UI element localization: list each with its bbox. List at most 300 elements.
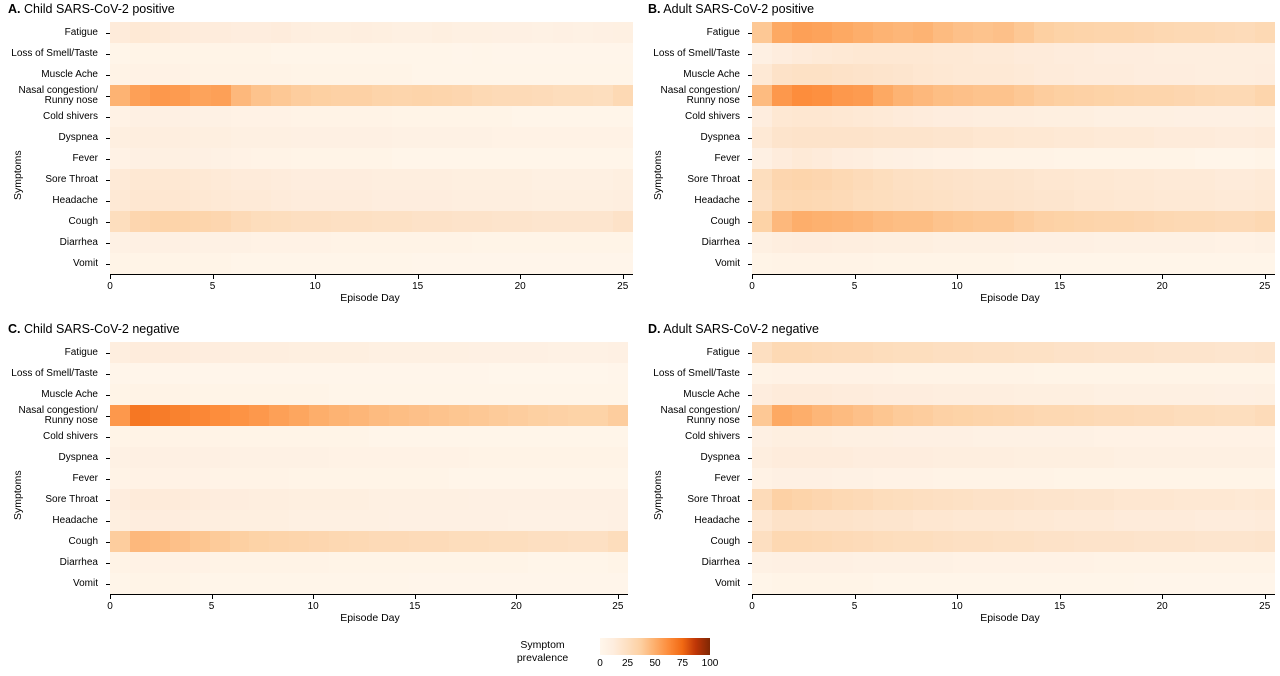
legend-tick-label: 100: [701, 658, 719, 669]
legend-tick-label: 25: [621, 658, 634, 669]
heatmap-cell: [429, 510, 449, 531]
heatmap-cell: [1074, 148, 1094, 169]
heatmap-cell: [1235, 468, 1255, 489]
x-axis-tick: [110, 595, 111, 599]
heatmap-cell: [1134, 489, 1154, 510]
heatmap-cell: [752, 64, 772, 85]
heatmap-cell: [452, 211, 472, 232]
y-axis-tick: [748, 584, 752, 585]
heatmap-cell: [772, 106, 792, 127]
y-axis-tick: [748, 521, 752, 522]
y-axis-tick-label: Fever: [714, 472, 740, 484]
heatmap-cell: [772, 363, 792, 384]
heatmap-cell: [1094, 22, 1114, 43]
heatmap-cell: [1134, 232, 1154, 253]
heatmap-cell: [449, 531, 469, 552]
heatmap-cell: [508, 384, 528, 405]
heatmap-cell: [372, 253, 392, 274]
heatmap-cell: [1195, 85, 1215, 106]
heatmap-cell: [150, 43, 170, 64]
y-axis-tick: [106, 479, 110, 480]
x-axis-tick-label: 10: [951, 601, 963, 612]
heatmap-cell: [329, 363, 349, 384]
y-axis-tick-label: Muscle Ache: [683, 68, 740, 80]
heatmap-cell: [190, 232, 210, 253]
heatmap-cell: [392, 148, 412, 169]
heatmap-cell: [792, 489, 812, 510]
heatmap-cell: [309, 363, 329, 384]
heatmap-cell: [472, 85, 492, 106]
heatmap-cell: [1114, 106, 1134, 127]
heatmap-cell: [489, 342, 509, 363]
y-axis-tick-label: Fatigue: [64, 346, 98, 358]
heatmap-cell: [1074, 127, 1094, 148]
heatmap-cell: [593, 253, 613, 274]
y-axis-tick-label: Cold shivers: [42, 110, 98, 122]
heatmap-cell: [269, 447, 289, 468]
heatmap-cell: [608, 552, 628, 573]
heatmap-cell: [429, 552, 449, 573]
heatmap-cell: [190, 127, 210, 148]
heatmap-cell: [289, 342, 309, 363]
heatmap-cell: [1174, 22, 1194, 43]
y-axis-tick-label: Dyspnea: [58, 451, 98, 463]
heatmap-cell: [608, 510, 628, 531]
heatmap-cell: [973, 22, 993, 43]
heatmap-cell: [873, 468, 893, 489]
y-axis-tick: [748, 542, 752, 543]
heatmap-cell: [1074, 468, 1094, 489]
heatmap-cell: [953, 510, 973, 531]
heatmap-cell: [349, 489, 369, 510]
heatmap-cell: [508, 573, 528, 594]
heatmap-cell: [1054, 22, 1074, 43]
y-axis-tick-label: Fever: [72, 152, 98, 164]
heatmap-cell: [190, 148, 210, 169]
heatmap-cell: [973, 232, 993, 253]
heatmap-cell: [933, 573, 953, 594]
heatmap-cell: [873, 489, 893, 510]
heatmap-cell: [351, 64, 371, 85]
heatmap-cell: [1195, 363, 1215, 384]
heatmap-cell: [190, 342, 210, 363]
heatmap-cell: [449, 405, 469, 426]
heatmap-cell: [613, 127, 633, 148]
heatmap-cell: [792, 405, 812, 426]
heatmap-cell: [573, 232, 593, 253]
heatmap-cell: [190, 253, 210, 274]
heatmap-cell: [1054, 85, 1074, 106]
heatmap-cell: [1154, 468, 1174, 489]
heatmap-cell: [1195, 384, 1215, 405]
heatmap-cell: [110, 211, 130, 232]
heatmap-cell: [412, 43, 432, 64]
heatmap-cell: [291, 64, 311, 85]
heatmap-cell: [1054, 190, 1074, 211]
heatmap-cell: [953, 169, 973, 190]
heatmap-cell: [508, 468, 528, 489]
heatmap-cell: [1054, 169, 1074, 190]
heatmap-cell: [1094, 253, 1114, 274]
heatmap-cell: [752, 405, 772, 426]
heatmap-cell: [1154, 447, 1174, 468]
heatmap-cell: [231, 43, 251, 64]
heatmap-cell: [1094, 127, 1114, 148]
heatmap-cell: [170, 342, 190, 363]
heatmap-cell: [993, 232, 1013, 253]
heatmap-cell: [211, 169, 231, 190]
y-axis-tick-label: Vomit: [72, 577, 98, 589]
heatmap-cell: [812, 573, 832, 594]
heatmap-cell: [953, 426, 973, 447]
x-axis-tick: [855, 595, 856, 599]
heatmap-cell: [568, 552, 588, 573]
heatmap-cell: [291, 190, 311, 211]
heatmap-cell: [853, 342, 873, 363]
heatmap-cell: [973, 384, 993, 405]
heatmap-cell: [110, 342, 130, 363]
heatmap-cell: [973, 148, 993, 169]
heatmap-cell: [1255, 106, 1275, 127]
heatmap-cell: [588, 573, 608, 594]
heatmap-cell: [429, 384, 449, 405]
heatmap-cell: [369, 510, 389, 531]
heatmap-cell: [993, 363, 1013, 384]
heatmap-cell: [170, 253, 190, 274]
heatmap-cell: [190, 43, 210, 64]
heatmap-cell: [832, 22, 852, 43]
heatmap-cell: [1094, 552, 1114, 573]
heatmap-cell: [1215, 106, 1235, 127]
heatmap-cell: [170, 211, 190, 232]
heatmap-cell: [489, 405, 509, 426]
heatmap-cell: [1235, 531, 1255, 552]
heatmap-cell: [913, 426, 933, 447]
heatmap-cell: [1034, 169, 1054, 190]
heatmap-cell: [1074, 573, 1094, 594]
heatmap-cell: [832, 405, 852, 426]
y-axis-tick: [748, 395, 752, 396]
heatmap-cell: [329, 468, 349, 489]
heatmap-cell: [110, 190, 130, 211]
heatmap-cell: [1195, 342, 1215, 363]
heatmap-cell: [832, 447, 852, 468]
heatmap-cell: [469, 468, 489, 489]
heatmap-cell: [1134, 85, 1154, 106]
x-axis-tick: [1265, 595, 1266, 599]
x-axis-tick: [623, 275, 624, 279]
heatmap-cell: [190, 211, 210, 232]
heatmap-cell: [528, 489, 548, 510]
y-axis-tick: [748, 138, 752, 139]
y-axis-tick: [106, 353, 110, 354]
y-axis-tick: [748, 264, 752, 265]
heatmap-cell: [1014, 573, 1034, 594]
heatmap-cell: [389, 510, 409, 531]
heatmap-cell: [973, 43, 993, 64]
heatmap-cell: [389, 363, 409, 384]
heatmap-cell: [309, 552, 329, 573]
x-axis-tick-label: 20: [1156, 281, 1168, 292]
heatmap-cell: [1154, 43, 1174, 64]
heatmap-cell: [130, 405, 150, 426]
heatmap-cell: [130, 190, 150, 211]
heatmap-cell: [853, 43, 873, 64]
heatmap-cell: [913, 64, 933, 85]
heatmap-cell: [1134, 127, 1154, 148]
heatmap-cell: [1074, 342, 1094, 363]
heatmap-cell: [812, 447, 832, 468]
heatmap-cell: [409, 468, 429, 489]
heatmap-cell: [933, 64, 953, 85]
heatmap-cell: [1195, 552, 1215, 573]
panel-d-y-axis-label: Symptoms: [652, 470, 664, 520]
heatmap-cell: [772, 85, 792, 106]
heatmap-cell: [1014, 510, 1034, 531]
heatmap-cell: [311, 106, 331, 127]
heatmap-cell: [210, 342, 230, 363]
heatmap-cell: [893, 43, 913, 64]
heatmap-cell: [351, 253, 371, 274]
heatmap-cell: [832, 552, 852, 573]
heatmap-cell: [993, 43, 1013, 64]
heatmap-cell: [608, 363, 628, 384]
x-axis-tick-label: 25: [617, 281, 629, 292]
heatmap-cell: [832, 510, 852, 531]
heatmap-cell: [893, 363, 913, 384]
heatmap-cell: [372, 85, 392, 106]
heatmap-cell: [432, 211, 452, 232]
heatmap-cell: [893, 510, 913, 531]
heatmap-cell: [452, 169, 472, 190]
heatmap-cell: [389, 531, 409, 552]
heatmap-cell: [528, 342, 548, 363]
heatmap-cell: [512, 106, 532, 127]
heatmap-cell: [251, 85, 271, 106]
heatmap-cell: [251, 169, 271, 190]
heatmap-cell: [230, 531, 250, 552]
x-axis-tick-label: 0: [107, 601, 113, 612]
heatmap-cell: [832, 384, 852, 405]
heatmap-cell: [953, 363, 973, 384]
heatmap-cell: [913, 405, 933, 426]
heatmap-cell: [993, 510, 1013, 531]
heatmap-cell: [170, 447, 190, 468]
y-axis-tick: [106, 54, 110, 55]
heatmap-cell: [1074, 426, 1094, 447]
heatmap-cell: [170, 232, 190, 253]
heatmap-cell: [772, 43, 792, 64]
heatmap-cell: [1154, 426, 1174, 447]
heatmap-cell: [309, 573, 329, 594]
heatmap-cell: [812, 405, 832, 426]
heatmap-cell: [1215, 253, 1235, 274]
heatmap-cell: [469, 342, 489, 363]
heatmap-cell: [1014, 468, 1034, 489]
heatmap-cell: [329, 573, 349, 594]
heatmap-cell: [251, 106, 271, 127]
heatmap-cell: [1034, 384, 1054, 405]
heatmap-cell: [1074, 447, 1094, 468]
x-axis-line: [752, 594, 1275, 595]
heatmap-cell: [1255, 468, 1275, 489]
heatmap-cell: [993, 253, 1013, 274]
y-axis-tick: [106, 395, 110, 396]
heatmap-cell: [1094, 573, 1114, 594]
heatmap-cell: [1054, 64, 1074, 85]
heatmap-cell: [110, 489, 130, 510]
heatmap-cell: [1195, 148, 1215, 169]
heatmap-cell: [211, 232, 231, 253]
heatmap-cell: [170, 127, 190, 148]
heatmap-cell: [953, 211, 973, 232]
heatmap-cell: [792, 531, 812, 552]
heatmap-cell: [913, 510, 933, 531]
heatmap-cell: [432, 106, 452, 127]
heatmap-cell: [210, 489, 230, 510]
heatmap-cell: [1114, 552, 1134, 573]
heatmap-cell: [973, 573, 993, 594]
heatmap-cell: [1195, 211, 1215, 232]
heatmap-cell: [130, 22, 150, 43]
heatmap-cell: [329, 552, 349, 573]
heatmap-cell: [1174, 342, 1194, 363]
heatmap-cell: [392, 253, 412, 274]
heatmap-cell: [429, 363, 449, 384]
heatmap-cell: [170, 106, 190, 127]
heatmap-cell: [933, 426, 953, 447]
y-axis-tick: [748, 33, 752, 34]
heatmap-cell: [469, 573, 489, 594]
heatmap-cell: [593, 169, 613, 190]
heatmap-cell: [588, 405, 608, 426]
heatmap-cell: [593, 232, 613, 253]
heatmap-cell: [110, 64, 130, 85]
y-axis-tick: [106, 584, 110, 585]
y-axis-tick-label: Muscle Ache: [41, 68, 98, 80]
heatmap-cell: [349, 342, 369, 363]
heatmap-cell: [873, 384, 893, 405]
heatmap-cell: [130, 489, 150, 510]
heatmap-cell: [291, 211, 311, 232]
heatmap-cell: [993, 342, 1013, 363]
heatmap-cell: [1074, 106, 1094, 127]
heatmap-cell: [752, 531, 772, 552]
heatmap-cell: [432, 190, 452, 211]
heatmap-cell: [1174, 405, 1194, 426]
x-axis-tick-label: 25: [1259, 281, 1271, 292]
heatmap-cell: [1215, 22, 1235, 43]
heatmap-cell: [1114, 342, 1134, 363]
x-axis-tick: [855, 275, 856, 279]
heatmap-cell: [568, 489, 588, 510]
heatmap-cell: [452, 64, 472, 85]
heatmap-cell: [291, 106, 311, 127]
heatmap-cell: [1094, 510, 1114, 531]
heatmap-cell: [553, 43, 573, 64]
heatmap-cell: [412, 169, 432, 190]
heatmap-cell: [993, 22, 1013, 43]
heatmap-cell: [953, 85, 973, 106]
heatmap-cell: [993, 531, 1013, 552]
heatmap-cell: [130, 127, 150, 148]
y-axis-tick-label: Loss of Smell/Taste: [653, 367, 740, 379]
heatmap-cell: [853, 253, 873, 274]
heatmap-cell: [1034, 489, 1054, 510]
heatmap-cell: [1114, 426, 1134, 447]
heatmap-cell: [472, 148, 492, 169]
heatmap-cell: [432, 127, 452, 148]
heatmap-cell: [1054, 232, 1074, 253]
heatmap-cell: [110, 127, 130, 148]
heatmap-cell: [249, 510, 269, 531]
heatmap-cell: [1154, 169, 1174, 190]
panel-c: [0, 320, 640, 630]
heatmap-cell: [432, 253, 452, 274]
heatmap-cell: [1174, 489, 1194, 510]
heatmap-cell: [1114, 384, 1134, 405]
heatmap-cell: [289, 363, 309, 384]
heatmap-cell: [1114, 573, 1134, 594]
heatmap-cell: [772, 190, 792, 211]
heatmap-cell: [472, 211, 492, 232]
heatmap-cell: [573, 106, 593, 127]
heatmap-cell: [231, 169, 251, 190]
heatmap-cell: [873, 85, 893, 106]
heatmap-cell: [329, 426, 349, 447]
heatmap-cell: [832, 342, 852, 363]
heatmap-cell: [873, 169, 893, 190]
heatmap-cell: [170, 426, 190, 447]
heatmap-cell: [893, 426, 913, 447]
heatmap-cell: [1074, 85, 1094, 106]
heatmap-cell: [489, 531, 509, 552]
y-axis-tick: [748, 201, 752, 202]
heatmap-cell: [329, 489, 349, 510]
x-axis-line: [752, 274, 1275, 275]
heatmap-cell: [190, 405, 210, 426]
heatmap-cell: [472, 253, 492, 274]
x-axis-tick-label: 10: [309, 281, 321, 292]
heatmap-cell: [289, 489, 309, 510]
heatmap-cell: [351, 169, 371, 190]
heatmap-cell: [812, 169, 832, 190]
heatmap-cell: [933, 531, 953, 552]
y-axis-tick: [748, 374, 752, 375]
heatmap-cell: [269, 552, 289, 573]
x-axis-tick: [957, 595, 958, 599]
heatmap-cell: [853, 447, 873, 468]
heatmap-cell: [568, 468, 588, 489]
heatmap-cell: [130, 510, 150, 531]
heatmap-cell: [893, 573, 913, 594]
heatmap-cell: [772, 489, 792, 510]
heatmap-cell: [1014, 489, 1034, 510]
heatmap-cell: [792, 552, 812, 573]
heatmap-cell: [271, 190, 291, 211]
heatmap-cell: [873, 552, 893, 573]
heatmap-cell: [409, 342, 429, 363]
heatmap-cell: [913, 148, 933, 169]
heatmap-cell: [311, 253, 331, 274]
heatmap-cell: [772, 148, 792, 169]
heatmap-cell: [170, 43, 190, 64]
heatmap-cell: [329, 510, 349, 531]
heatmap-cell: [329, 531, 349, 552]
heatmap-cell: [1074, 552, 1094, 573]
heatmap-cell: [291, 85, 311, 106]
heatmap-cell: [190, 169, 210, 190]
